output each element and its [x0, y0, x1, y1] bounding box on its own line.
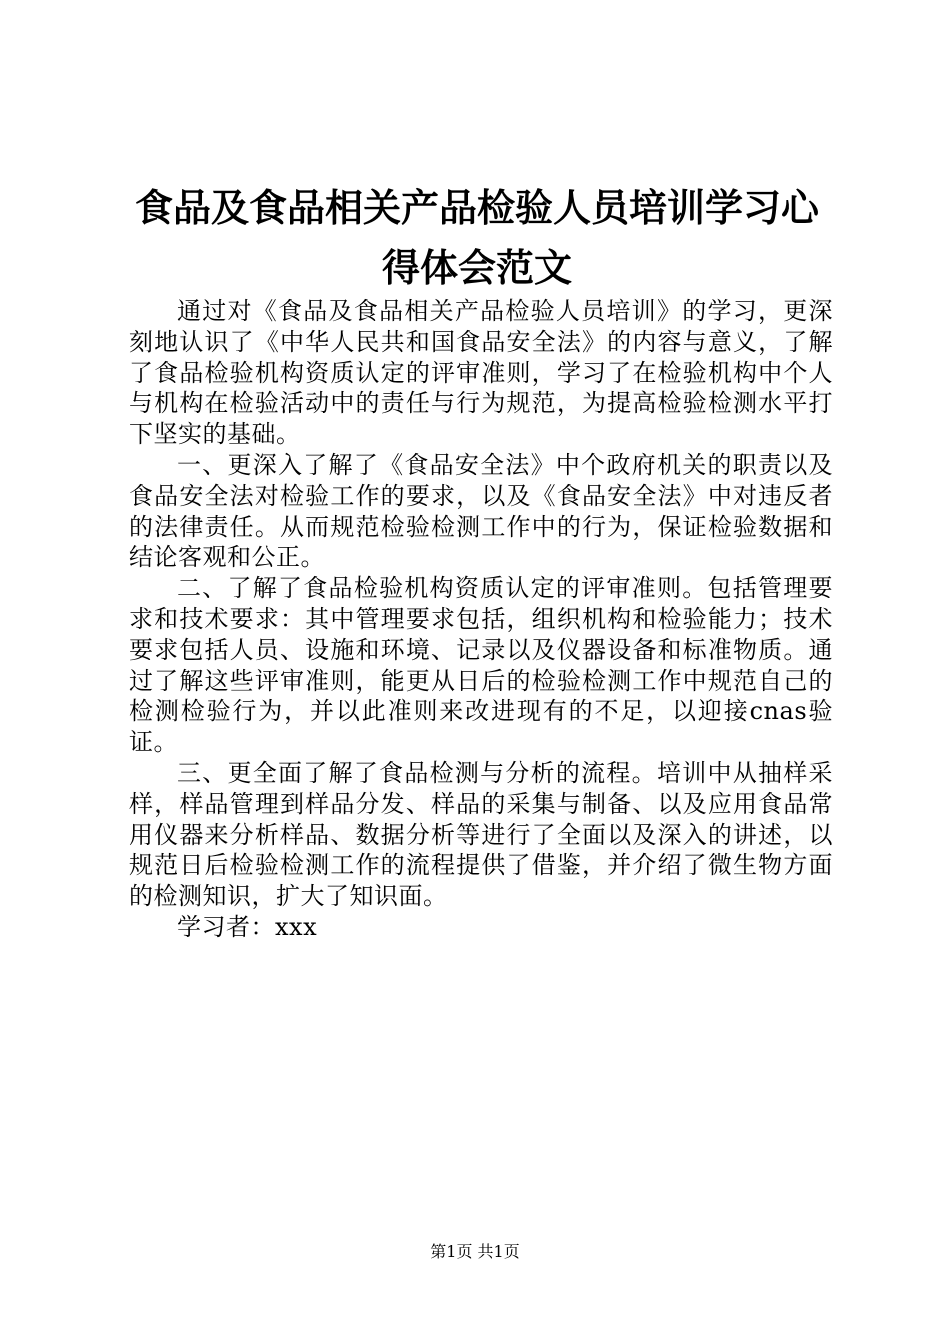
paragraph-intro: 通过对《食品及食品相关产品检验人员培训》的学习，更深刻地认识了《中华人民共和国食品安全法》的内容与意义，了解了食品检验机构资质认定的评审准则，学习了在检验机构中个人与机构在检验活动中的责任与行为规范，为提高检验检测水平打下坚实的基础。	[129, 297, 833, 449]
paragraph-point-3: 三、更全面了解了食品检测与分析的流程。培训中从抽样采样，样品管理到样品分发、样品的采集与制备、以及应用食品常用仪器来分析样品、数据分析等进行了全面以及深入的讲述，以规范日后检验检测工作的流程提供了借鉴，并介绍了微生物方面的检测知识，扩大了知识面。	[129, 758, 833, 911]
document-body	[129, 296, 833, 943]
paragraph-point-2: 二、了解了食品检验机构资质认定的评审准则。包括管理要求和技术要求：其中管理要求包括，组织机构和检验能力；技术要求包括人员、设施和环境、记录以及仪器设备和标准物质。通过了解这些评审准则，能更从日后的检验检测工作中规范自己的检测检验行为，并以此准则来改进现有的不足，以迎接cnas验证。	[129, 574, 833, 757]
signature-line: 学习者：xxx	[177, 912, 318, 941]
paragraph-point-1: 一、更深入了解了《食品安全法》中个政府机关的职责以及食品安全法对检验工作的要求，以及《食品安全法》中对违反者的法律责任。从而规范检验检测工作中的行为，保证检验数据和结论客观和公正。	[129, 450, 833, 572]
document-title: 食品及食品相关产品检验人员培训学习心得体会范文	[134, 186, 819, 290]
page-footer: 第1页 共1页	[430, 1242, 520, 1261]
